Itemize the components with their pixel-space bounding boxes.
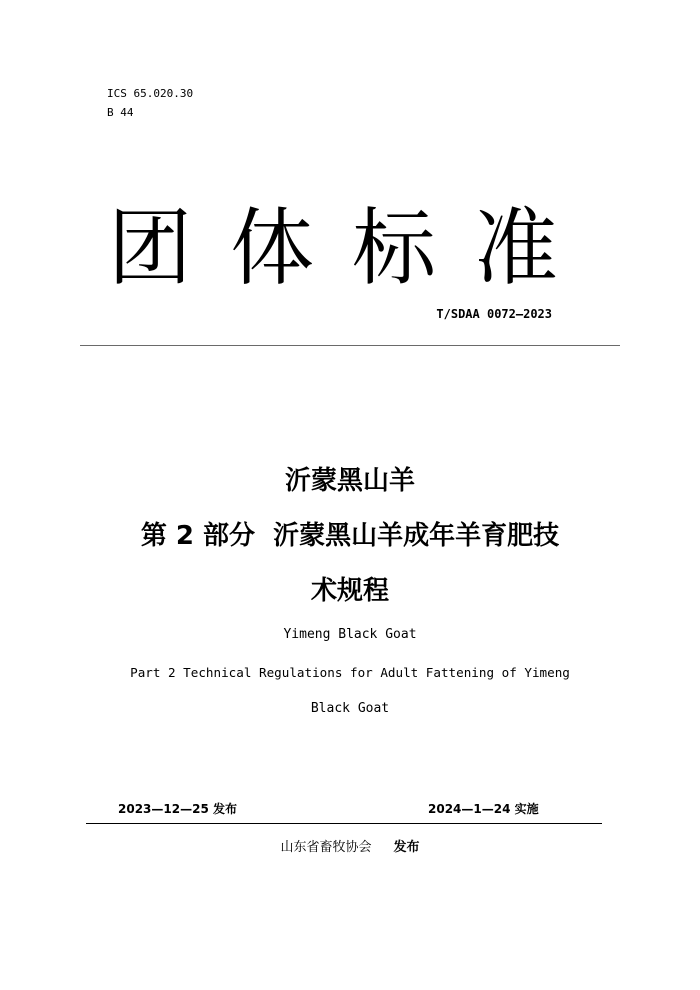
english-title-line-3: Black Goat <box>310 701 390 716</box>
standard-number: T/SDAA 0072—2023 <box>436 307 552 321</box>
publisher-organization: 山东省畜牧协会 <box>280 840 372 855</box>
standard-type-title <box>108 200 558 296</box>
standard-type-char: 体 <box>229 199 314 297</box>
english-title-line-1: Yimeng Black Goat <box>283 627 417 642</box>
chinese-title-line-1: 沂蒙黑山羊 <box>284 466 415 496</box>
english-title-line-2: Part 2 Technical Regulations for Adult Fattening of Yimeng <box>130 665 570 680</box>
publisher-line <box>0 839 700 857</box>
chinese-title-line-3: 术规程 <box>310 576 389 606</box>
issue-date: 2023—12—25 发布 <box>118 802 237 816</box>
chinese-title-line-2: 第 2 部分 沂蒙黑山羊成年羊育肥技 <box>140 521 560 551</box>
publisher-action: 发布 <box>393 840 420 855</box>
standard-type-char: 准 <box>473 199 558 297</box>
ics-code: ICS 65.020.30 <box>107 87 194 100</box>
ccs-code: B 44 <box>107 106 134 119</box>
standard-type-char: 团 <box>108 199 193 297</box>
implementation-date: 2024—1—24 实施 <box>428 802 539 816</box>
footer-divider <box>86 823 602 824</box>
standard-type-char: 标 <box>351 199 436 297</box>
header-divider <box>80 345 620 346</box>
